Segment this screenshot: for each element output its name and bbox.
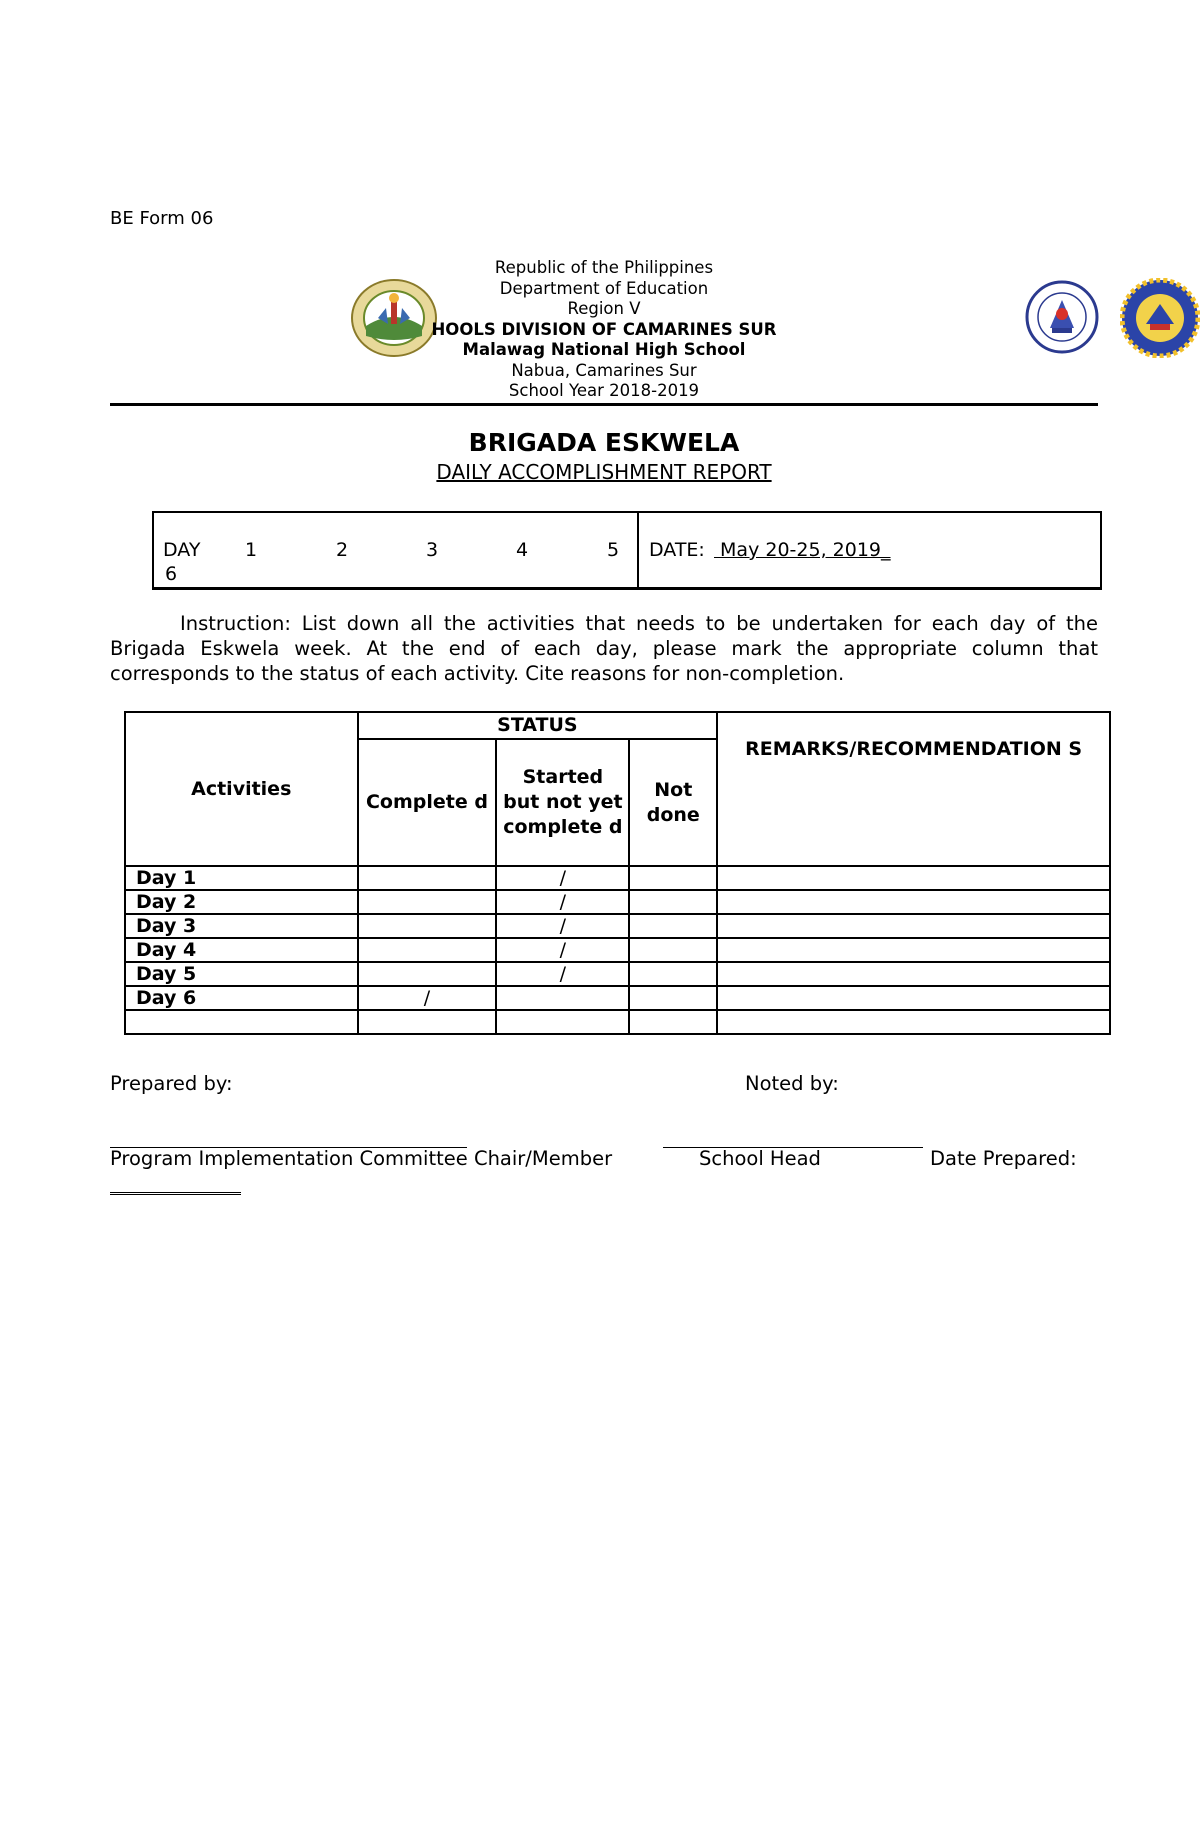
- day-label: DAY: [163, 539, 201, 561]
- cell-not-done: [629, 962, 717, 986]
- header-department: Department of Education: [499, 278, 709, 298]
- report-subtitle: DAILY ACCOMPLISHMENT REPORT: [436, 460, 772, 484]
- col-activities: Activities: [125, 712, 358, 866]
- day-option-6: 6: [165, 563, 178, 585]
- col-remarks: REMARKS/RECOMMENDATION S: [717, 712, 1110, 866]
- row-label: Day 3: [125, 914, 358, 938]
- cell-completed: [358, 890, 497, 914]
- table-row: [125, 914, 1110, 938]
- cell-remarks: [717, 986, 1110, 1010]
- header-divider: [110, 403, 1098, 406]
- date-value: May 20-25, 2019_: [714, 539, 891, 561]
- letterhead: [300, 258, 908, 402]
- cell-remarks: [717, 1010, 1110, 1034]
- date-label: DATE:: [649, 539, 705, 561]
- day-option-4: 4: [516, 539, 529, 561]
- row-label: Day 5: [125, 962, 358, 986]
- cell-not-done: [629, 890, 717, 914]
- cell-started: /: [496, 890, 629, 914]
- cell-started: [496, 1010, 629, 1034]
- col-completed: Complete d: [358, 739, 497, 866]
- cell-not-done: [629, 1010, 717, 1034]
- cell-completed: [358, 938, 497, 962]
- table-row: [125, 866, 1110, 890]
- school-head-label: School Head: [699, 1147, 821, 1170]
- committee-label: Program Implementation Committee Chair/Member: [110, 1147, 613, 1170]
- deped-seal-logo: [1025, 280, 1099, 354]
- table-row: [125, 938, 1110, 962]
- cell-started: /: [496, 914, 629, 938]
- cell-remarks: [717, 938, 1110, 962]
- cell-remarks: [717, 890, 1110, 914]
- cell-started: [496, 986, 629, 1010]
- cell-remarks: [717, 962, 1110, 986]
- day-option-5: 5: [607, 539, 620, 561]
- form-label: BE Form 06: [110, 208, 214, 229]
- cell-started: /: [496, 938, 629, 962]
- cell-completed: [358, 962, 497, 986]
- cell-completed: [358, 866, 497, 890]
- day-date-box: [152, 511, 1102, 590]
- report-title: BRIGADA ESKWELA: [468, 428, 740, 457]
- cell-not-done: [629, 938, 717, 962]
- header-school-year: School Year 2018-2019: [508, 381, 700, 400]
- header-division: HOOLS DIVISION OF CAMARINES SUR: [431, 319, 777, 339]
- cell-remarks: [717, 914, 1110, 938]
- day-option-3: 3: [426, 539, 439, 561]
- table-row: [125, 1010, 1110, 1034]
- row-label: Day 4: [125, 938, 358, 962]
- cell-completed: [358, 1010, 497, 1034]
- header-republic: Republic of the Philippines: [494, 258, 714, 277]
- instruction-text: [110, 611, 1098, 686]
- header-address: Nabua, Camarines Sur: [511, 360, 697, 380]
- row-label: [125, 1010, 358, 1034]
- col-started: Started but not yet complete d: [496, 739, 629, 866]
- date-prepared-label: Date Prepared:: [930, 1147, 1077, 1170]
- header-region: Region V: [567, 299, 641, 318]
- col-not-done: Not done: [629, 739, 717, 866]
- row-label: Day 6: [125, 986, 358, 1010]
- division-seal-logo: [1120, 278, 1200, 358]
- cell-started: /: [496, 962, 629, 986]
- noted-by-label: Noted by:: [745, 1072, 839, 1095]
- table-row: [125, 890, 1110, 914]
- table-row: [125, 986, 1110, 1010]
- cell-remarks: [717, 866, 1110, 890]
- header-school-name: Malawag National High School: [462, 340, 746, 359]
- cell-completed: [358, 914, 497, 938]
- cell-completed: /: [358, 986, 497, 1010]
- instruction-body: Instruction: List down all the activities that needs to be undertaken for each day of the Brigada Eskwela week. At the end of each day, please mark the appropriate column that corresponds to the status of each activity. Cite reasons for non-completion.: [110, 612, 1098, 685]
- row-label: Day 2: [125, 890, 358, 914]
- status-table: [124, 711, 1111, 1035]
- col-status: STATUS: [358, 712, 718, 739]
- day-option-2: 2: [336, 539, 349, 561]
- cell-not-done: [629, 914, 717, 938]
- table-row: [125, 962, 1110, 986]
- day-option-1: 1: [245, 539, 258, 561]
- cell-not-done: [629, 986, 717, 1010]
- cell-not-done: [629, 866, 717, 890]
- date-prepared-line: [110, 1192, 241, 1195]
- row-label: Day 1: [125, 866, 358, 890]
- prepared-by-label: Prepared by:: [110, 1072, 233, 1095]
- cell-started: /: [496, 866, 629, 890]
- day-date-divider: [637, 513, 639, 587]
